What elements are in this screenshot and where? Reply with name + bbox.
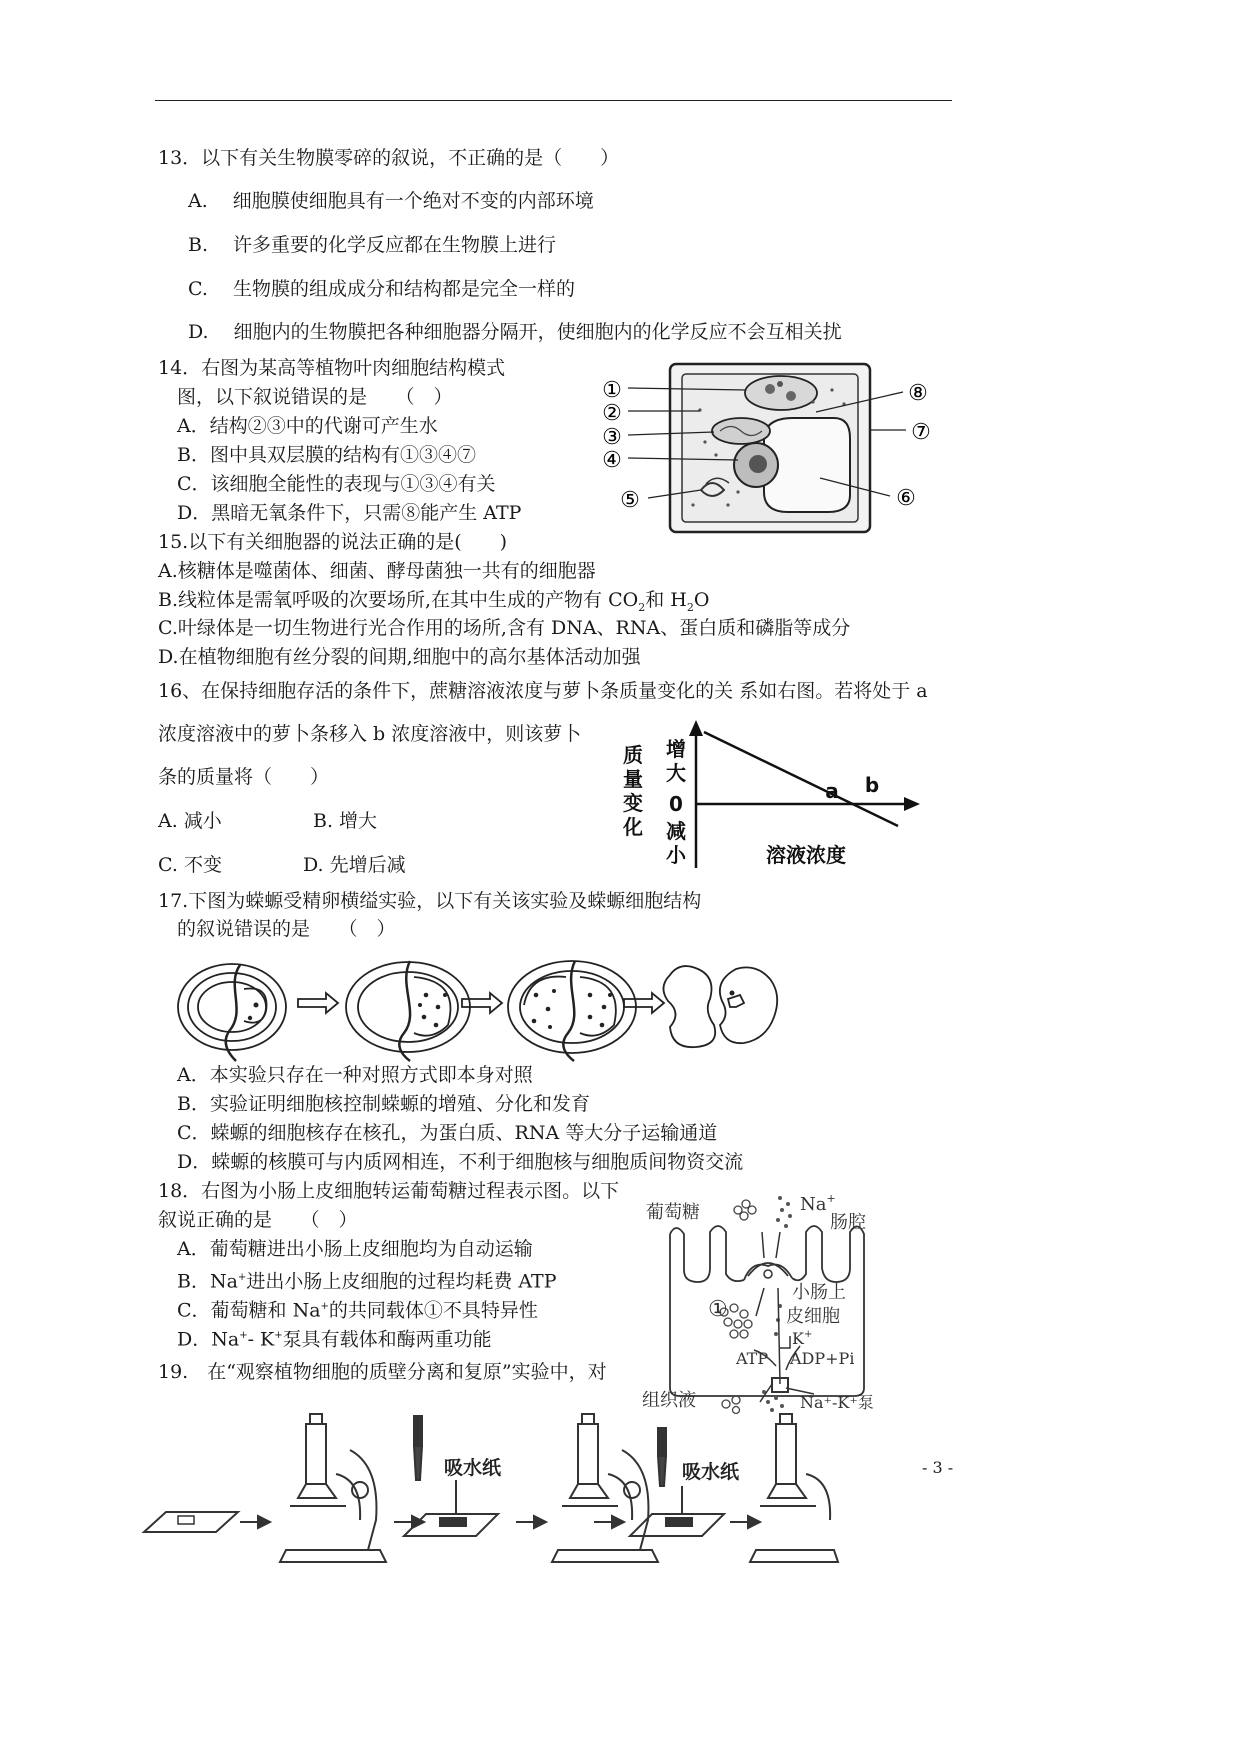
q18-option-c-post: 的共同载体①不具特异性 [328,1299,538,1322]
q17-stem-line1: 17.下图为蝾螈受精卵横缢实验，以下有关该实验及蝾螈细胞结构 [158,890,702,912]
label-tissue-fluid: 组织液 [642,1390,696,1411]
q15-option-a: A.核糖体是噬菌体、细菌、酵母菌独一共有的细胞器 [158,560,596,582]
na-superscript: + [239,1330,248,1341]
q15-option-d: D.在植物细胞有丝分裂的间期,细胞中的高尔基体活动加强 [158,646,641,668]
q18-stem-line1: 18．右图为小肠上皮细胞转运葡萄糖过程表示图。以下 [158,1180,620,1202]
q17-stem-line2: 的叙说错误的是 （ ） [177,918,396,940]
q15-option-b-end: O [693,589,710,611]
header-rule [155,100,952,101]
cell-label-2: ② [602,401,622,426]
q17-option-b: B．实验证明细胞核控制蝾螈的增殖、分化和发育 [177,1093,590,1115]
cell-label-8: ⑧ [908,381,928,406]
co2-subscript: 2 [638,600,646,614]
q17-option-a: A．本实验只存在一种对照方式即本身对照 [177,1064,533,1086]
q16-stem-line3: 条的质量将（ ） [158,766,330,788]
q13-stem: 13．以下有关生物膜零碎的叙说，不正确的是（ ） [158,147,620,169]
y-title-1: 质 [623,743,643,767]
q17-option-c: C．蝾螈的细胞核存在核孔，为蛋白质、RNA 等大分子运输通道 [177,1122,718,1144]
q15-option-b-mid: 和 H [645,589,687,611]
cell-label-1: ① [602,378,622,403]
q18-option-c-pre: C．葡萄糖和 Na [177,1299,321,1322]
label-carrier-1: ① [708,1297,728,1322]
page-number: - 3 - [922,1458,954,1477]
y-title-2: 量 [623,767,643,791]
q16-option-c: C. 不变 [158,854,222,876]
y-title-4: 化 [623,815,643,839]
y-label-zero: 0 [669,792,683,816]
y-label-increase-2: 大 [666,761,686,785]
q16-stem-line1: 16、在保持细胞存活的条件下，蔗糖溶液浓度与萝卜条质量变化的关 系如右图。若将处于 a [158,680,928,702]
mass-concentration-graph [612,718,932,874]
cell-label-3: ③ [602,425,622,450]
y-title-3: 变 [623,791,643,815]
cell-label-7: ⑦ [911,420,931,445]
label-na-text: Na [800,1194,827,1215]
intestinal-cell-diagram [640,1188,886,1414]
y-label-decrease-2: 小 [666,843,686,867]
label-atp: ATP [736,1349,769,1368]
blotting-paper-label-2: 吸水纸 [682,1461,740,1483]
q16-option-d: D. 先增后减 [303,854,406,876]
label-na-plus: + [826,1192,836,1205]
q14-stem-line2: 图，以下叙说错误的是 （ ） [177,386,453,408]
plasmolysis-procedure-diagram [140,1410,840,1566]
k-superscript: + [274,1330,283,1341]
q15-option-c: C.叶绿体是一切生物进行光合作用的场所,含有 DNA、RNA、蛋白质和磷脂等成分 [158,617,851,639]
cell-label-4: ④ [602,448,622,473]
y-label-increase-1: 增 [666,737,686,761]
plant-cell-diagram [588,360,943,538]
q14-stem-line1: 14．右图为某高等植物叶肉细胞结构模式 [158,357,506,379]
q15-stem: 15.以下有关细胞器的说法正确的是( ) [158,531,508,553]
q18-option-d-post: - K [247,1328,275,1351]
y-label-decrease-1: 减 [666,819,686,843]
q16-option-a: A. 减小 [158,810,222,832]
label-cell-line2: 皮细胞 [786,1306,840,1327]
cell-label-5: ⑤ [620,488,640,513]
na-superscript: + [237,1272,247,1283]
newt-egg-ligation-diagram [170,955,790,1065]
q18-option-d-end: 泵具有载体和酶两重功能 [282,1328,492,1351]
label-k-plus: + [803,1329,813,1340]
q18-option-b-pre: B．Na [177,1270,238,1293]
q14-option-b: B．图中具双层膜的结构有①③④⑦ [177,444,476,466]
h2o-subscript: 2 [686,600,694,614]
q18-option-d [177,1324,492,1351]
q18-option-a: A．葡萄糖进出小肠上皮细胞均为自动运输 [177,1238,533,1260]
q15-option-b-text: B.线粒体是需氧呼吸的次要场所,在其中生成的产物有 CO [158,589,639,611]
q16-option-b: B. 增大 [313,810,378,832]
label-k-text: K [792,1329,804,1348]
blotting-paper-label-1: 吸水纸 [444,1457,502,1479]
point-b-label: b [864,773,880,797]
x-axis-title: 溶液浓度 [766,843,846,867]
q13-option-b: B. 许多重要的化学反应都在生物膜上进行 [188,234,557,256]
q17-option-d: D．蝾螈的核膜可与内质网相连，不利于细胞核与细胞质间物资交流 [177,1151,744,1173]
q18-option-b-post: 进出小肠上皮细胞的过程均耗费 ATP [246,1270,557,1293]
q14-option-a: A．结构②③中的代谢可产生水 [177,415,438,437]
na-superscript: + [320,1301,329,1312]
q19-stem: 19. 在“观察植物细胞的质壁分离和复原”实验中，对 [158,1361,607,1383]
point-a-label: a [825,779,839,803]
label-glucose: 葡萄糖 [646,1202,700,1223]
q13-option-d: D. 细胞内的生物膜把各种细胞器分隔开，使细胞内的化学反应不会互相关扰 [188,321,842,343]
label-lumen: 肠腔 [830,1212,866,1233]
label-cell-line1: 小肠上 [792,1282,846,1303]
q14-option-c: C．该细胞全能性的表现与①③④有关 [177,473,496,495]
q18-option-c [177,1295,538,1322]
q16-stem-line2: 浓度溶液中的萝卜条移入 b 浓度溶液中，则该萝卜 [158,723,582,745]
label-k [792,1329,812,1348]
label-na-k-pump: Na⁺-K⁺泵 [800,1393,874,1412]
q18-stem-line2: 叙说正确的是 （ ） [158,1209,358,1231]
q18-option-b [177,1266,557,1293]
cell-label-6: ⑥ [896,486,916,511]
q13-option-c: C. 生物膜的组成成分和结构都是完全一样的 [188,278,575,300]
q14-option-d: D．黑暗无氧条件下，只需⑧能产生 ATP [177,502,522,524]
label-adp: ADP+Pi [790,1349,855,1368]
q18-option-d-pre: D．Na [177,1328,240,1351]
q13-option-a: A. 细胞膜使细胞具有一个绝对不变的内部环境 [188,190,594,212]
